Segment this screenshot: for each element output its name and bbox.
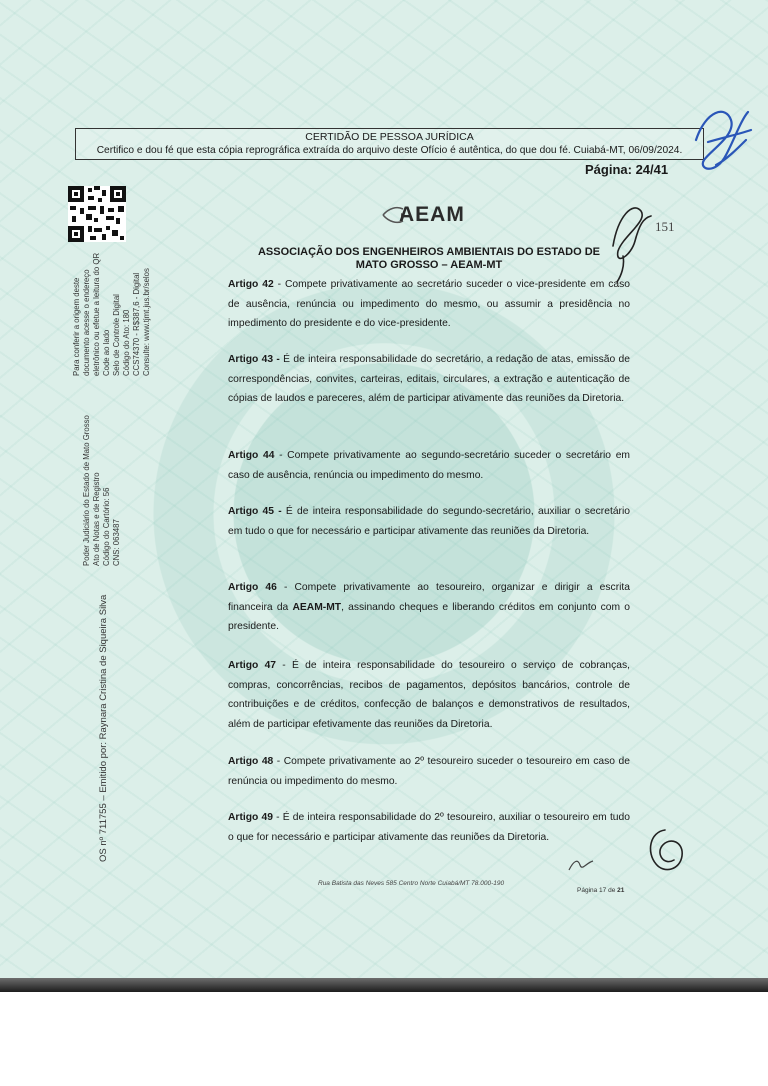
logo-text: AEAM (399, 203, 465, 226)
member-signature-icon (603, 196, 658, 286)
article-label: Artigo 49 (228, 812, 273, 823)
article-text-bold: AEAM-MT (292, 601, 342, 613)
verify-line: Selo de Controle Digital (112, 294, 121, 376)
footer-page-prefix: Página 17 de (577, 887, 618, 894)
article-44 (228, 446, 630, 485)
article-label: Artigo 47 (228, 660, 277, 671)
certificate-page: Página: 24/41 (585, 162, 669, 177)
registry-line: CNS: 063487 (112, 519, 121, 566)
verify-line: Código do Ato: 180 (122, 309, 131, 376)
article-48 (228, 752, 630, 791)
footer-page-total: 21 (617, 887, 625, 894)
certificate-box (75, 128, 704, 160)
registry-line: Poder Judiciário do Estado de Mato Grosso (82, 415, 91, 566)
article-label: Artigo 44 (228, 450, 275, 461)
sheet-number: 151 (655, 219, 675, 234)
verify-line: CCS74370 - R$387,6 - Digital (132, 272, 141, 376)
verify-line: documento acesse o endereço (82, 269, 91, 376)
article-text: - Compete privativamente ao secretário suceder o vice-presidente em caso de ausência, renúncia ou impedimento do mesmo, ou assumir a presidência no impedimento do presidente e do vice-presidente. (228, 279, 630, 329)
notary-signature-icon (686, 100, 756, 180)
article-text: - Compete privativamente ao segundo-secretário suceder o secretário em caso de ausência, renúncia ou impedimento do mesmo. (228, 450, 630, 481)
small-initials-icon (566, 855, 596, 875)
qr-code-icon (68, 186, 126, 242)
footer-address: Rua Batista das Neves 585 Centro Norte Cuiabá/MT 78.000-190 (318, 880, 505, 887)
article-label: Artigo 43 - (228, 354, 280, 365)
article-45 (228, 502, 630, 541)
article-46 (228, 578, 630, 637)
footer-page-number (577, 887, 624, 894)
registry-notice (82, 415, 122, 566)
article-text: - Compete privativamente ao tesoureiro, organizar e dirigir a escrita financeira da (228, 582, 630, 613)
verify-line: Para conferir a origem deste (72, 277, 81, 376)
certificate-title: CERTIDÃO DE PESSOA JURÍDICA (305, 131, 474, 143)
scanner-edge (0, 978, 768, 992)
article-47 (228, 656, 630, 734)
verify-line: Consulte: www.tjmt.jus.br/selos (142, 268, 151, 376)
verification-notice (72, 253, 152, 376)
article-text: É de inteira responsabilidade do secretário, a redação de atas, emissão de correspondências, convites, carteiras, editais, circulares, a extração e autenticação de cópias de laudos e pareceres, além de participar ativamente das reuniões da Diretoria. (228, 354, 630, 404)
article-49 (228, 808, 630, 847)
article-text: , assinando cheques e liberando créditos em conjunto com o presidente. (228, 601, 630, 632)
registry-line: Ato de Notas e de Registro (92, 472, 101, 566)
article-text: - É de inteira responsabilidade do tesoureiro o serviço de cobranças, compras, concorrências, recibos de pagamentos, depósitos bancários, controle de contribuições e de créditos, confecção de balanços e demonstrativos de resultados, além de participar efetivamente das reuniões da Diretoria. (228, 660, 630, 730)
article-label: Artigo 46 (228, 582, 277, 593)
emitted-by: OS nº 711755 – Emitido por: Raynara Cristina de Siqueira Silva (98, 594, 109, 862)
article-42 (228, 275, 630, 334)
organization-title (248, 246, 610, 272)
verify-line: eletrônico ou efetue a leitura do QR (92, 252, 101, 376)
article-43 (228, 350, 630, 409)
article-label: Artigo 48 (228, 756, 274, 767)
article-label: Artigo 45 - (228, 506, 282, 517)
article-text: - É de inteira responsabilidade do 2º tesoureiro, auxiliar o tesoureiro em tudo o que for necessário e participar ativamente das reuniões da Diretoria. (228, 812, 630, 843)
article-label: Artigo 42 (228, 279, 274, 290)
org-title-line: MATO GROSSO – AEAM-MT (355, 259, 503, 271)
certificate-statement: Certifico e dou fé que esta cópia reprográfica extraída do arquivo deste Ofício é autêntica, do que dou fé. Cuiabá-MT, 06/09/2024. (96, 145, 683, 156)
verify-line: Code ao lado (102, 329, 111, 376)
initials-signature-icon (640, 822, 690, 882)
article-text: É de inteira responsabilidade do segundo-secretário, auxiliar o secretário em tudo o que for necessário e participar ativamente das reuniões da Diretoria. (228, 506, 630, 537)
aeam-logo (381, 200, 473, 230)
org-title-line: ASSOCIAÇÃO DOS ENGENHEIROS AMBIENTAIS DO ESTADO DE (257, 246, 601, 258)
registry-line: Código do Cartório: 56 (102, 487, 111, 566)
article-text: - Compete privativamente ao 2º tesoureiro suceder o tesoureiro em caso de renúncia ou impedimento do mesmo. (228, 756, 630, 787)
